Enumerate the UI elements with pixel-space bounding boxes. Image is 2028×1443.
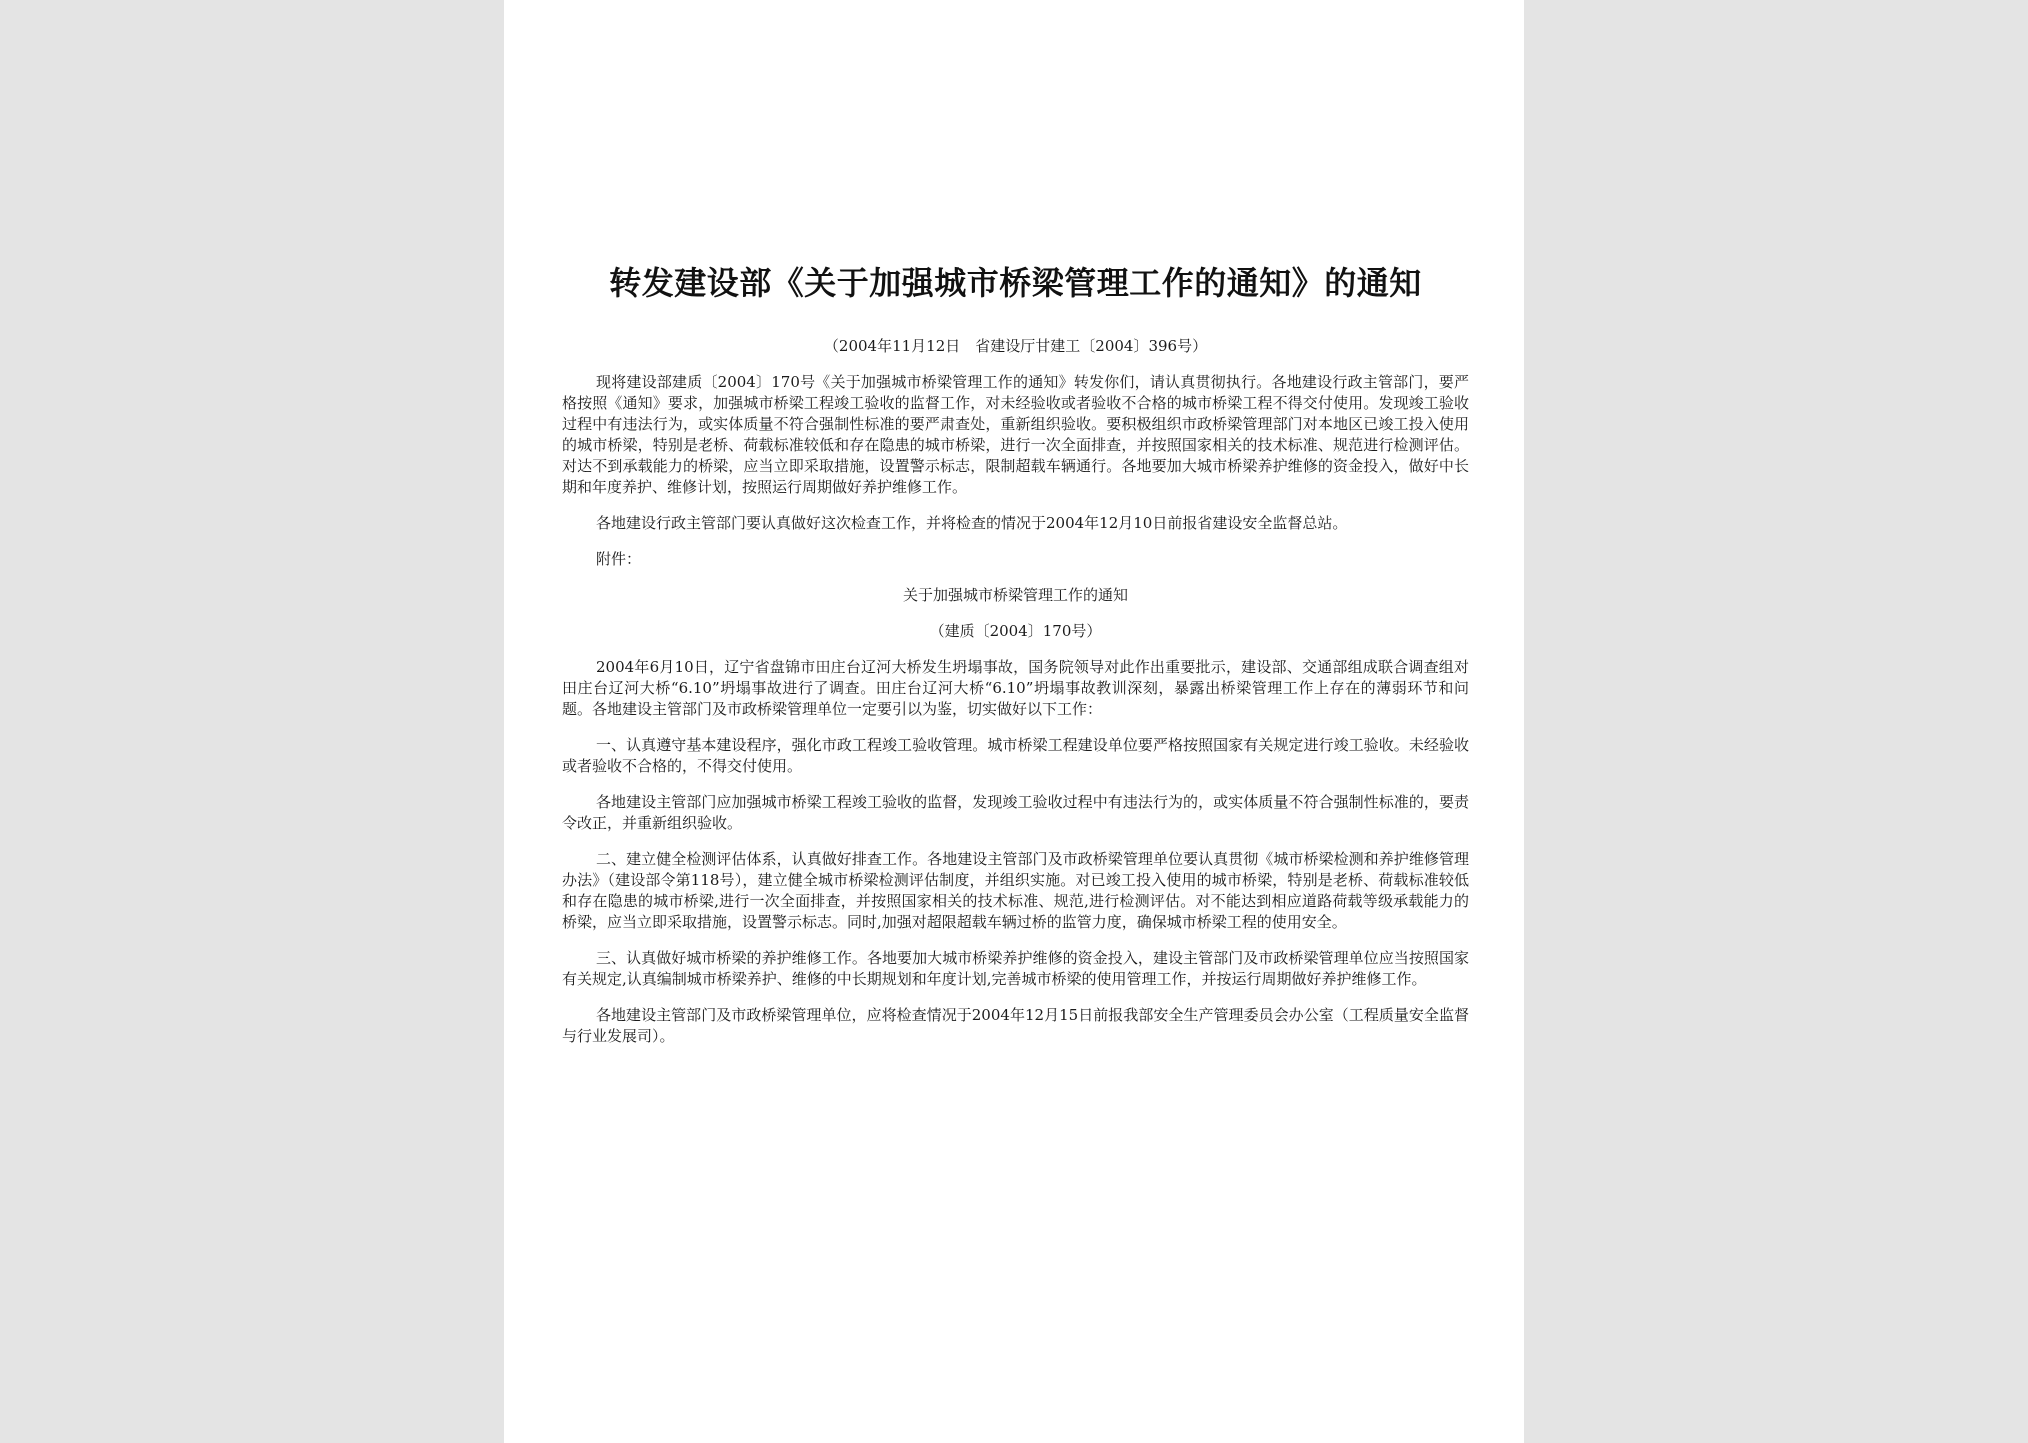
document-page [504,0,1524,1443]
attachment-paragraph-3: 各地建设主管部门应加强城市桥梁工程竣工验收的监督，发现竣工验收过程中有违法行为的，或实体质量不符合强制性标准的，要责令改正，并重新组织验收。 [562,793,1469,832]
attachment-paragraph-6: 各地建设主管部门及市政桥梁管理单位，应将检查情况于2004年12月15日前报我部安全生产管理委员会办公室（工程质量安全监督与行业发展司）。 [562,1006,1469,1045]
document-title: 转发建设部《关于加强城市桥梁管理工作的通知》的通知 [609,264,1422,302]
attachment-paragraph-4: 二、建立健全检测评估体系，认真做好排查工作。各地建设主管部门及市政桥梁管理单位要认真贯彻《城市桥梁检测和养护维修管理办法》（建设部令第118号），建立健全城市桥梁检测评估制度，并组织实施。对已竣工投入使用的城市桥梁，特别是老桥、荷载标准较低和存在隐患的城市桥梁,进行一次全面排查，并按照国家相关的技术标准、规范,进行检测评估。对不能达到相应道路荷载等级承载能力的桥梁，应当立即采取措施，设置警示标志。同时,加强对超限超载车辆过桥的监管力度，确保城市桥梁工程的使用安全。 [562,850,1469,931]
body-paragraph-1: 现将建设部建质〔2004〕170号《关于加强城市桥梁管理工作的通知》转发你们，请认真贯彻执行。各地建设行政主管部门，要严格按照《通知》要求，加强城市桥梁工程竣工验收的监督工作，对未经验收或者验收不合格的城市桥梁工程不得交付使用。发现竣工验收过程中有违法行为，或实体质量不符合强制性标准的要严肃查处，重新组织验收。要积极组织市政桥梁管理部门对本地区已竣工投入使用的城市桥梁，特别是老桥、荷载标准较低和存在隐患的城市桥梁，进行一次全面排查，并按照国家相关的技术标准、规范进行检测评估。对达不到承载能力的桥梁，应当立即采取措施，设置警示标志，限制超载车辆通行。各地要加大城市桥梁养护维修的资金投入，做好中长期和年度养护、维修计划，按照运行周期做好养护维修工作。 [562,373,1469,496]
document-subtitle: （2004年11月12日 省建设厅甘建工〔2004〕396号） [823,337,1208,355]
attachment-paragraph-5: 三、认真做好城市桥梁的养护维修工作。各地要加大城市桥梁养护维修的资金投入，建设主管部门及市政桥梁管理单位应当按照国家有关规定,认真编制城市桥梁养护、维修的中长期规划和年度计划,完善城市桥梁的使用管理工作，并按运行周期做好养护维修工作。 [562,949,1469,988]
attachment-number: （建质〔2004〕170号） [929,622,1102,640]
body-paragraph-2: 各地建设行政主管部门要认真做好这次检查工作，并将检查的情况于2004年12月10日前报省建设安全监督总站。 [596,514,1348,532]
document-content [562,262,1469,1062]
attachment-paragraph-2: 一、认真遵守基本建设程序，强化市政工程竣工验收管理。城市桥梁工程建设单位要严格按照国家有关规定进行竣工验收。未经验收或者验收不合格的，不得交付使用。 [562,736,1469,775]
attachment-label: 附件： [596,550,642,568]
attachment-paragraph-1: 2004年6月10日，辽宁省盘锦市田庄台辽河大桥发生坍塌事故，国务院领导对此作出重要批示，建设部、交通部组成联合调查组对田庄台辽河大桥“6.10”坍塌事故进行了调查。田庄台辽河大桥“6.10”坍塌事故教训深刻，暴露出桥梁管理工作上存在的薄弱环节和问题。各地建设主管部门及市政桥梁管理单位一定要引以为鉴，切实做好以下工作： [562,658,1469,718]
attachment-title: 关于加强城市桥梁管理工作的通知 [902,586,1128,604]
